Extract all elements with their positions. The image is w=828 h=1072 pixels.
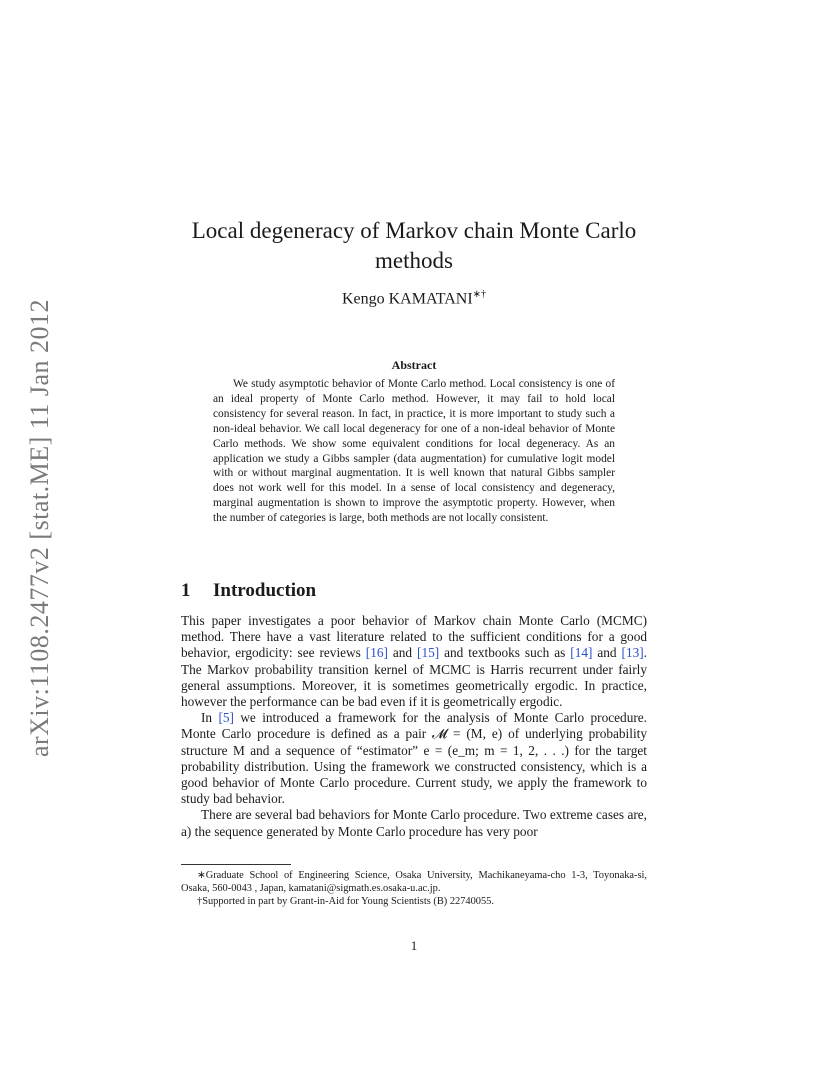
text-run: . The Markov probability transition kernel of MCMC is Harris recurrent under fairly general assumptions. Moreover, it is sometimes geometrically ergodic. In practice, however the performance can be bad even if it is geometrically ergodic. <box>181 645 647 710</box>
paragraph-3: There are several bad behaviors for Monte Carlo procedure. Two extreme cases are, a) the sequence generated by Monte Carlo procedure has very poor <box>181 807 647 839</box>
arxiv-stamp <box>20 292 60 764</box>
text-run: and <box>387 645 418 661</box>
paragraph-2 <box>181 710 647 807</box>
citation-link[interactable]: [15] <box>417 645 440 661</box>
footnote-rule <box>181 864 291 865</box>
paragraph-1 <box>181 613 647 710</box>
citation-link[interactable]: [14] <box>570 645 593 661</box>
text-run: we introduced a framework for the analysis of Monte Carlo procedure. Monte Carlo procedure is defined as a pair 𝓜 = (M, e) of underlying probability structure M and a sequence of “estimator” e = (e_m; m = 1, 2, . . .) for the target probability distribution. Using the framework we constructed consistency, which is a good behavior of Monte Carlo procedure. Current study, we apply the framework to study bad behavior. <box>181 710 647 807</box>
author-line <box>250 289 578 308</box>
paper-title: Local degeneracy of Markov chain Monte Carlo methods <box>191 218 637 273</box>
author-name: Kengo KAMATANI <box>341 290 473 308</box>
section-number: 1 <box>181 580 191 601</box>
abstract-heading: Abstract <box>391 358 437 372</box>
footnote-funding: †Supported in part by Grant-in-Aid for Young Scientists (B) 22740055. <box>197 896 494 907</box>
page-number: 1 <box>410 938 418 953</box>
body-text <box>181 613 647 840</box>
footnotes <box>181 869 647 908</box>
arxiv-stamp-text: arXiv:1108.2477v2 [stat.ME] 11 Jan 2012 <box>25 298 55 758</box>
section-title: Introduction <box>213 580 317 601</box>
author-footnote-marks: ∗† <box>472 289 487 300</box>
footnote-affiliation: ∗Graduate School of Engineering Science, Osaka University, Machikaneyama-cho 1-3, Toyonaka-si, Osaka, 560-0043 , Japan, kamatani@sigmath.es.osaka-u.ac.jp. <box>181 870 647 894</box>
text-run: This paper investigates a poor behavior of Markov chain Monte Carlo (MCMC) method. There have a vast literature related to the sufficient conditions for a good behavior, ergodicity: see reviews <box>181 613 647 661</box>
abstract-text: We study asymptotic behavior of Monte Carlo method. Local consistency is one of an ideal property of Monte Carlo method. However, it may fail to hold local consistency for several reason. In fact, in practice, it is more important to study such a non-ideal behavior. We call local degeneracy for one of a non-ideal behavior of Monte Carlo methods. We show some equivalent conditions for local degeneracy. As an application we study a Gibbs sampler (data augmentation) for cumulative logit model with or without marginal augmentation. It is well known that natural Gibbs sampler does not work well for this model. In a sense of local consistency and degeneracy, marginal augmentation is shown to improve the asymptotic property. However, when the number of categories is large, both methods are not locally consistent. <box>213 378 615 525</box>
citation-link[interactable]: [13] <box>621 645 644 661</box>
text-run: and textbooks such as <box>439 645 571 661</box>
text-run: In <box>201 710 219 726</box>
section-heading <box>181 580 316 602</box>
citation-link[interactable]: [5] <box>218 710 234 726</box>
text-run: and <box>592 645 622 661</box>
citation-link[interactable]: [16] <box>365 645 388 661</box>
